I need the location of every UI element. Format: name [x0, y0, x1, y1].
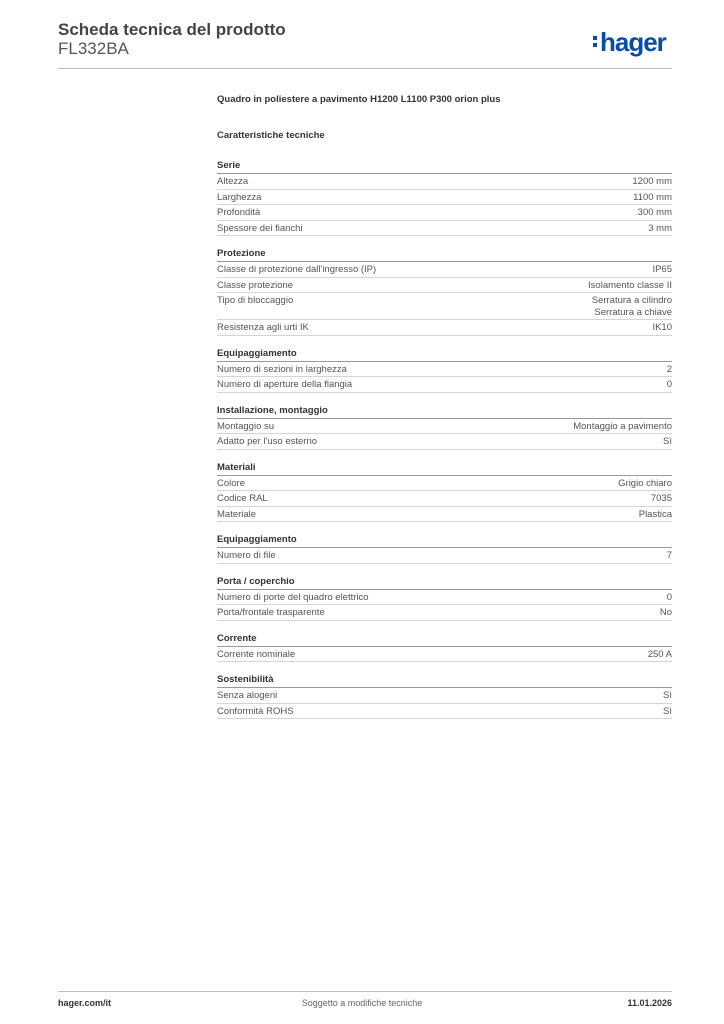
- spec-label: Spessore dei fianchi: [217, 222, 303, 234]
- spec-label: Materiale: [217, 508, 257, 520]
- spec-value: [638, 207, 672, 219]
- group-title: Protezione: [217, 248, 672, 262]
- spec-value-line: 7: [666, 550, 672, 561]
- spec-group: [217, 248, 672, 336]
- group-title: Porta / coperchio: [217, 576, 672, 590]
- spec-value-line: Grigio chiaro: [618, 477, 672, 489]
- spec-value-line: 1200 mm: [632, 176, 672, 187]
- spec-row: [217, 419, 672, 435]
- spec-label: Senza alogeni: [217, 690, 278, 701]
- spec-value: [652, 322, 672, 334]
- spec-label: Resistenza agli urti IK: [217, 322, 309, 333]
- document-title: Scheda tecnica del prodotto: [58, 20, 286, 39]
- spec-value: [618, 478, 672, 490]
- spec-value: [667, 592, 672, 604]
- logo-dots-icon: [593, 33, 597, 50]
- spec-value: [663, 436, 672, 448]
- spec-row: [217, 174, 672, 190]
- spec-label: Classe protezione: [217, 279, 294, 291]
- spec-row: [217, 262, 672, 278]
- spec-label: Conformità ROHS: [217, 705, 294, 717]
- spec-label: Numero di aperture della flangia: [217, 379, 353, 390]
- spec-value-line: 0: [666, 591, 672, 603]
- spec-row: [217, 688, 672, 704]
- spec-value: [639, 509, 672, 521]
- spec-value: [663, 690, 672, 702]
- spec-label: Corrente nominale: [217, 648, 296, 660]
- spec-label: Montaggio su: [217, 420, 275, 432]
- spec-value: [651, 493, 672, 505]
- spec-value: [648, 223, 672, 235]
- spec-row: [217, 605, 672, 621]
- spec-value-line: Isolamento classe II: [588, 279, 672, 291]
- spec-value: [667, 379, 672, 391]
- spec-row: [217, 704, 672, 720]
- footer-divider: [58, 991, 672, 992]
- spec-label: Porta/frontale trasparente: [217, 607, 325, 618]
- spec-value: [648, 649, 672, 661]
- spec-value: [652, 264, 672, 276]
- spec-value: [667, 550, 672, 562]
- spec-label: Larghezza: [217, 191, 262, 203]
- group-title: Serie: [217, 160, 672, 174]
- spec-value-line: 300 mm: [637, 207, 672, 218]
- spec-value-line: Serratura a chiave: [594, 306, 672, 318]
- spec-value-line: IP65: [652, 264, 672, 275]
- logo-text: hager: [600, 27, 666, 57]
- spec-content: [217, 94, 672, 719]
- spec-value: [633, 192, 672, 204]
- spec-value: [667, 364, 672, 376]
- spec-row: [217, 278, 672, 294]
- group-title: Equipaggiamento: [217, 534, 672, 548]
- footer-note: Soggetto a modifiche tecniche: [301, 998, 423, 1008]
- spec-row: [217, 377, 672, 393]
- spec-value-line: No: [659, 607, 672, 618]
- spec-group: [217, 633, 672, 663]
- spec-row: [217, 190, 672, 206]
- spec-group: [217, 674, 672, 719]
- spec-label: Adatto per l'uso esterno: [217, 436, 318, 447]
- spec-value-line: Sì: [663, 436, 672, 447]
- spec-group: [217, 160, 672, 236]
- spec-row: [217, 476, 672, 492]
- spec-value-line: IK10: [652, 322, 672, 333]
- group-title: Corrente: [217, 633, 672, 647]
- spec-value-line: Serratura a cilindro: [591, 295, 672, 306]
- spec-value-line: 250 A: [647, 648, 672, 660]
- spec-row: [217, 434, 672, 450]
- spec-label: Classe di protezione dall'ingresso (IP): [217, 264, 377, 275]
- spec-value-line: 1100 mm: [633, 191, 672, 203]
- section-title: Caratteristiche tecniche: [217, 130, 325, 141]
- spec-value: [588, 280, 672, 292]
- group-title: Materiali: [217, 462, 672, 476]
- spec-group: [217, 576, 672, 621]
- spec-row: [217, 221, 672, 237]
- spec-value-line: 0: [666, 379, 672, 390]
- spec-row: [217, 320, 672, 336]
- spec-row: [217, 507, 672, 523]
- spec-value-line: Plastica: [638, 508, 672, 520]
- spec-label: Altezza: [217, 176, 249, 187]
- spec-row: [217, 205, 672, 221]
- spec-value-line: 3 mm: [648, 222, 672, 234]
- spec-value-line: Sì: [663, 690, 672, 701]
- spec-value: [663, 706, 672, 718]
- footer-website: hager.com/it: [58, 998, 112, 1008]
- spec-label: Profondità: [217, 207, 261, 218]
- spec-label: Tipo di bloccaggio: [217, 295, 294, 306]
- spec-groups: [217, 160, 672, 719]
- spec-value-line: Sì: [663, 705, 672, 717]
- group-title: Sostenibilità: [217, 674, 672, 688]
- spec-row: [217, 548, 672, 564]
- group-title: Equipaggiamento: [217, 348, 672, 362]
- product-name: Quadro in poliestere a pavimento H1200 L1100 P300 orion plus: [217, 94, 501, 105]
- spec-group: [217, 348, 672, 393]
- spec-value: [573, 421, 672, 433]
- spec-value-line: Montaggio a pavimento: [573, 420, 672, 432]
- spec-group: [217, 462, 672, 523]
- spec-value: [660, 607, 672, 619]
- spec-row: [217, 362, 672, 378]
- header-divider: [58, 68, 672, 69]
- spec-row: [217, 590, 672, 606]
- spec-label: Numero di sezioni in larghezza: [217, 363, 347, 375]
- spec-label: Numero di porte del quadro elettrico: [217, 591, 369, 603]
- spec-label: Colore: [217, 477, 245, 489]
- spec-value: [592, 295, 672, 318]
- product-code: FL332BA: [58, 39, 129, 58]
- spec-row: [217, 491, 672, 507]
- group-title: Installazione, montaggio: [217, 405, 672, 419]
- spec-label: Codice RAL: [217, 493, 268, 504]
- spec-label: Numero di file: [217, 550, 276, 561]
- spec-value-line: 7035: [650, 493, 672, 504]
- spec-row: [217, 647, 672, 663]
- spec-row: [217, 293, 672, 320]
- spec-group: [217, 534, 672, 564]
- spec-value: [632, 176, 672, 188]
- spec-group: [217, 405, 672, 450]
- spec-value-line: 2: [666, 363, 672, 375]
- footer-date: 11.01.2026: [627, 998, 672, 1008]
- hager-logo: [593, 27, 666, 58]
